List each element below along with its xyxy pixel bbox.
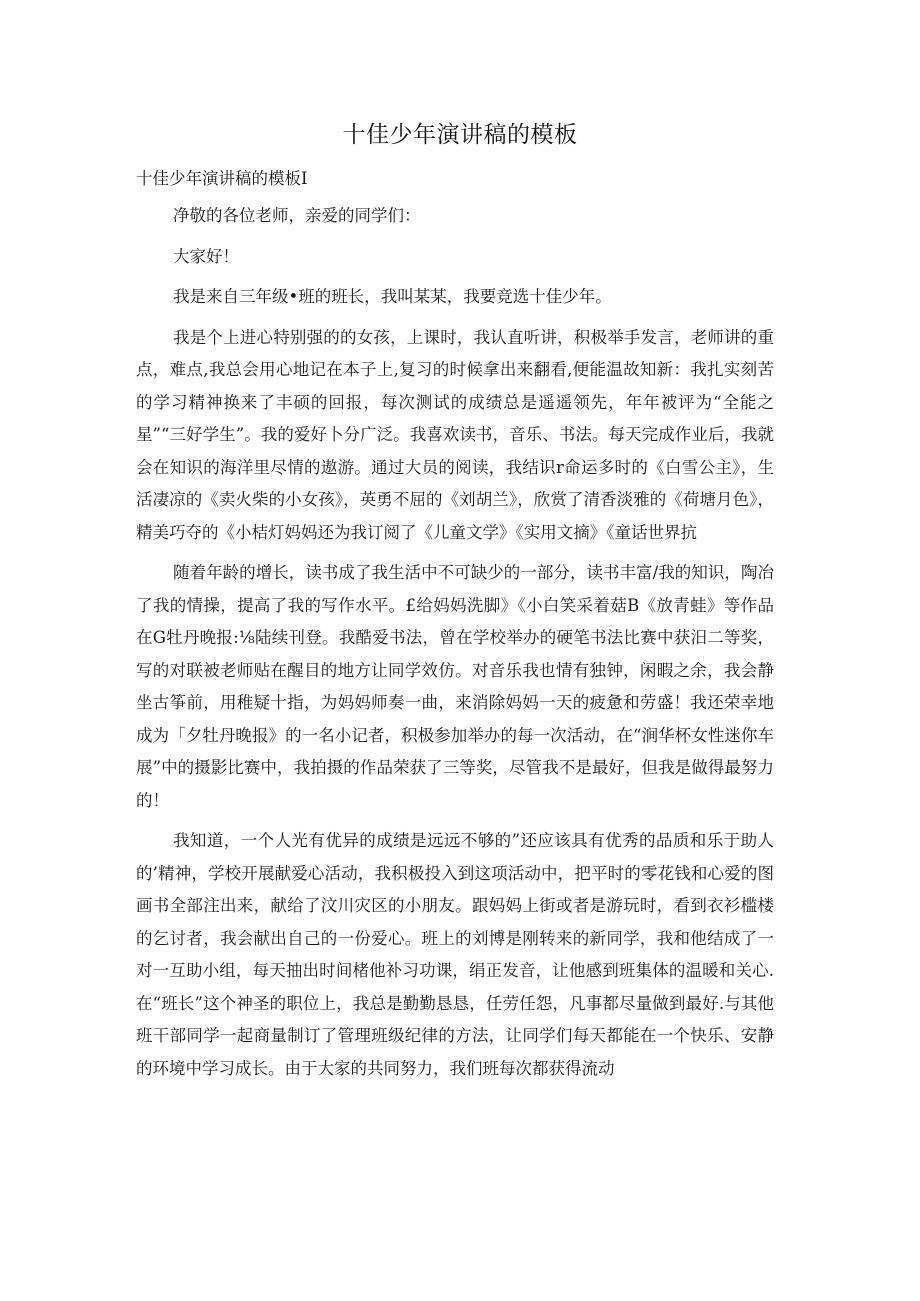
paragraph-study: 我是个上进心特别强的的女孩，上课时，我认直听讲，积极举手发言，老师讲的重点，难点,我总会用心地记在本子上,复习的时候拿出来翻看,便能温故知新：我扎实刻苦的学习精神换来了丰硕的回报，每次测试的成绩总是遥遥领先，年年被评为“全能之星”“三好学生”。我的爱好卜分广泛。我喜欢读书，音乐、书法。每天完成作业后，我就会在知识的海洋里尽情的遨游。通过大员的阅读，我结识r命运多时的《白雪公主》，生活凄凉的《卖火柴的小女孩》，英勇不屈的《刘胡兰》，欣赏了清香淡雅的《荷塘月色》，精美巧夺的《小桔灯妈妈还为我订阅了《儿童文学》《实用文摘》《童话世界抗 (136, 327, 774, 542)
document-title: 十佳少年演讲稿的模板 (342, 122, 578, 148)
paragraph-hobbies: 随着年龄的增长，读书成了我生活中不可缺少的一部分，读书丰富/我的知识，陶冶了我的情操，提高了我的写作水平。£给妈妈洗脚》《小白笑采着菇B《放青蛙》等作品在G牡丹晚报:⅛陆续刊登。我酷爱书法，曾在学校举办的硬笔书法比赛中获汨二等奖，写的对联被老师贴在醒目的地方让同学效仿。对音乐我也情有独钟，闲暇之余，我会静坐古筝前，用稚疑十指，为妈妈师奏一曲，来消除妈妈一天的疲惫和劳盛！我还荣幸地成为「夕牡丹晚报》的一名小记者，积极参加举办的每一次活动，在“涧华杯女性迷你车展”中的摄影比赛中，我拍摄的作品荣获了三等奖，尽管我不是最好，但我是做得最努力的！ (136, 563, 774, 810)
paragraph-greeting: 净敬的各位老师，亲爱的同学们： (173, 206, 421, 225)
paragraph-character: 我知道，一个人光有优异的成绩是远远不够的”还应该具有优秀的品质和乐于助人的’精神，学校开展献爱心活动，我积极投入到这项活动中，把平时的零花钱和心爱的图画书全部注出来，献给了汶川灾区的小朋友。跟妈妈上街或者是游玩时，看到衣衫槛楼的乞讨者，我会献出自己的一份爱心。班上的刘博是刚转来的新同学，我和他结成了一对一互助小组，每天抽出时间楮他补习功课，绢正发音，让他感到班集体的温暖和关心.在“班长”这个神圣的职位上，我总是勤勤恳恳，任劳任怨，凡事都尽量做到最好.与其他班干部同学一起商量制订了管理班级纪律的方法，让同学们每天都能在一个快乐、安静的环境中学习成长。由于大家的共同努力，我们班每次都获得流动 (136, 831, 774, 1078)
document-subtitle: 十佳少年演讲稿的模板I (136, 169, 308, 188)
paragraph-hello: 大家好！ (173, 246, 239, 266)
document-body (136, 200, 774, 1085)
paragraph-intro: 我是来自三年级•班的班长，我叫某某，我要竞选十佳少年。 (173, 287, 612, 306)
